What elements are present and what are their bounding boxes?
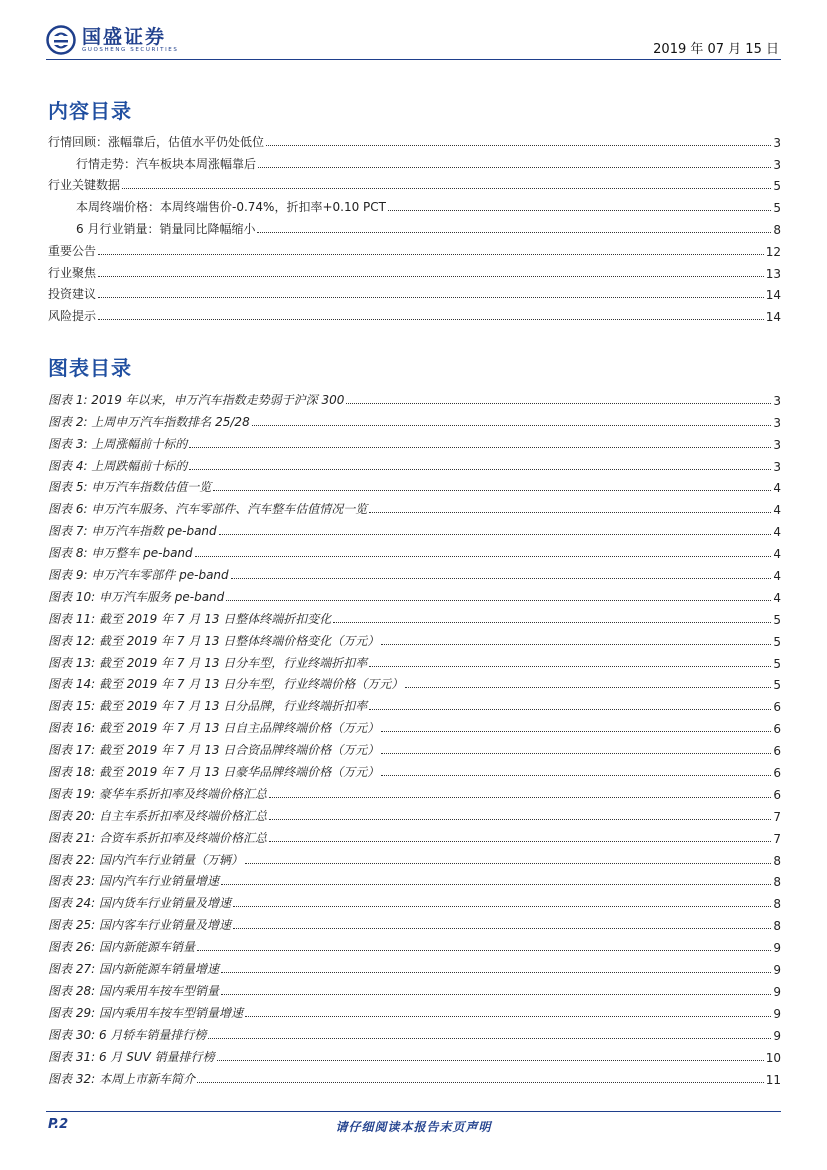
figure-entry-page: 7: [773, 831, 781, 846]
figure-entry-page: 9: [773, 941, 781, 956]
figure-entry-text: 图表 27: 国内新能源车销量增速: [48, 962, 219, 977]
toc-entry-page: 12: [765, 244, 781, 259]
page-footer: [46, 1111, 781, 1134]
figure-entry-text: 图表 13: 截至 2019 年 7 月 13 日分车型，行业终端折扣率: [48, 655, 368, 670]
toc-entry-page: 14: [765, 288, 781, 303]
dot-leader: [333, 622, 771, 623]
dot-leader: [381, 644, 771, 645]
figure-entry-text: 图表 16: 截至 2019 年 7 月 13 日自主品牌终端价格（万元）: [48, 721, 380, 736]
header-divider: [46, 59, 781, 60]
toc-entry[interactable]: [48, 193, 781, 215]
figure-entry-page: 9: [773, 963, 781, 978]
figure-entry[interactable]: [48, 824, 781, 846]
dot-leader: [233, 906, 771, 907]
toc-entry-text: 本周终端价格：本周终端售价-0.74%，折扣率+0.10 PCT: [48, 198, 388, 215]
figure-entry-page: 9: [773, 1028, 781, 1043]
dot-leader: [221, 884, 771, 885]
figure-entry[interactable]: [48, 736, 781, 758]
figure-entry[interactable]: [48, 627, 781, 649]
figure-entry[interactable]: [48, 933, 781, 955]
figure-entry-page: 9: [773, 984, 781, 999]
toc-entry-page: 13: [765, 266, 781, 281]
toc-entry[interactable]: [48, 172, 781, 194]
figure-entry[interactable]: [48, 495, 781, 517]
figure-entry-page: 5: [773, 634, 781, 649]
figure-entry-page: 5: [773, 612, 781, 627]
figure-entry[interactable]: [48, 539, 781, 561]
figure-entry-text: 图表 8: 申万整车 pe-band: [48, 546, 193, 561]
dot-leader: [388, 210, 771, 211]
figure-entry-page: 11: [765, 1072, 781, 1087]
figure-entry-text: 图表 14: 截至 2019 年 7 月 13 日分车型，行业终端价格（万元）: [48, 677, 404, 692]
dot-leader: [197, 1082, 764, 1083]
toc-entry-text: 行业聚焦: [48, 265, 97, 280]
figure-entry-text: 图表 12: 截至 2019 年 7 月 13 日整体终端价格变化（万元）: [48, 633, 380, 648]
dot-leader: [213, 490, 771, 491]
figure-entry-page: 4: [773, 525, 781, 540]
dot-leader: [98, 254, 764, 255]
toc-entry-text: 投资建议: [48, 287, 97, 302]
toc-entry[interactable]: [48, 215, 781, 237]
figure-entry-page: 6: [773, 744, 781, 759]
figure-entry[interactable]: [48, 889, 781, 911]
dot-leader: [257, 232, 771, 233]
figure-entry[interactable]: [48, 758, 781, 780]
figure-entry-page: 4: [773, 481, 781, 496]
figure-entry[interactable]: [48, 999, 781, 1021]
figure-entry-text: 图表 3: 上周涨幅前十标的: [48, 436, 188, 451]
figure-entry-text: 图表 19: 豪华车系折扣率及终端价格汇总: [48, 786, 267, 801]
figure-entry[interactable]: [48, 868, 781, 890]
dot-leader: [217, 1060, 764, 1061]
figure-entry-page: 5: [773, 656, 781, 671]
figure-entry-page: 4: [773, 547, 781, 562]
figure-entry[interactable]: [48, 911, 781, 933]
dot-leader: [195, 556, 771, 557]
figure-entry-text: 图表 26: 国内新能源车销量: [48, 940, 195, 955]
dot-leader: [197, 950, 771, 951]
dot-leader: [231, 578, 771, 579]
figure-entry-text: 图表 10: 申万汽车服务 pe-band: [48, 589, 225, 604]
toc-entry[interactable]: [48, 259, 781, 281]
figure-entry-text: 图表 5: 申万汽车指数估值一览: [48, 480, 212, 495]
figure-entry-page: 6: [773, 787, 781, 802]
figure-entry-page: 3: [773, 393, 781, 408]
toc-entry-page: 14: [765, 310, 781, 325]
figure-entry-text: 图表 23: 国内汽车行业销量增速: [48, 874, 219, 889]
brand-logo: [46, 25, 178, 55]
figure-entry[interactable]: [48, 802, 781, 824]
brand-name-en: GUOSHENG SECURITIES: [82, 46, 179, 53]
dot-leader: [369, 709, 771, 710]
dot-leader: [258, 167, 771, 168]
dot-leader: [122, 188, 771, 189]
figure-entry[interactable]: [48, 517, 781, 539]
figure-entry[interactable]: [48, 846, 781, 868]
toc-entry[interactable]: [48, 281, 781, 303]
figure-entry-page: 8: [773, 875, 781, 890]
figure-entry-text: 图表 29: 国内乘用车按车型销量增速: [48, 1005, 243, 1020]
figure-entry-text: 图表 6: 申万汽车服务、汽车零部件、汽车整车估值情况一览: [48, 502, 368, 517]
figure-entry-page: 6: [773, 722, 781, 737]
figure-entry[interactable]: [48, 977, 781, 999]
figure-entry-text: 图表 24: 国内货车行业销量及增速: [48, 896, 231, 911]
guosheng-logo-icon: [46, 25, 76, 55]
page-header: [0, 0, 827, 62]
figure-entry-page: 8: [773, 853, 781, 868]
toc-entry[interactable]: [48, 128, 781, 150]
figure-entry[interactable]: [48, 452, 781, 474]
brand-name-cn: 国盛证券: [82, 25, 167, 48]
page-number: P.2: [48, 1117, 69, 1132]
figure-entry[interactable]: [48, 474, 781, 496]
figure-entry-text: 图表 15: 截至 2019 年 7 月 13 日分品牌，行业终端折扣率: [48, 699, 368, 714]
figure-entry-text: 图表 21: 合资车系折扣率及终端价格汇总: [48, 830, 267, 845]
figure-entry-text: 图表 30: 6 月轿车销量排行榜: [48, 1027, 207, 1042]
figure-entry-page: 10: [765, 1050, 781, 1065]
figure-entry-text: 图表 18: 截至 2019 年 7 月 13 日豪华品牌终端价格（万元）: [48, 765, 380, 780]
figure-entry-text: 图表 9: 申万汽车零部件 pe-band: [48, 568, 229, 583]
figure-entry-text: 图表 11: 截至 2019 年 7 月 13 日整体终端折扣变化: [48, 611, 332, 626]
toc-entry-page: 3: [773, 157, 781, 172]
dot-leader: [269, 841, 771, 842]
dot-leader: [252, 425, 771, 426]
dot-leader: [381, 775, 771, 776]
toc-entry[interactable]: [48, 302, 781, 324]
figure-entry[interactable]: [48, 714, 781, 736]
figure-entry-text: 图表 32: 本周上市新车简介: [48, 1071, 195, 1086]
figures-title: 图表目录: [48, 356, 132, 380]
figure-entry-text: 图表 22: 国内汽车行业销量（万辆）: [48, 852, 243, 867]
report-date: 2019 年 07 月 15 日: [653, 42, 779, 57]
figure-entry[interactable]: [48, 649, 781, 671]
dot-leader: [189, 469, 771, 470]
dot-leader: [369, 666, 771, 667]
figure-entry-text: 图表 7: 申万汽车指数 pe-band: [48, 524, 217, 539]
toc-entry-text: 6 月行业销量：销量同比降幅缩小: [48, 220, 257, 237]
figure-entry[interactable]: [48, 430, 781, 452]
toc-entry-page: 3: [773, 135, 781, 150]
figure-entry-text: 图表 4: 上周跌幅前十标的: [48, 458, 188, 473]
figure-entry-page: 6: [773, 700, 781, 715]
figure-entry[interactable]: [48, 1043, 781, 1065]
toc-entry[interactable]: [48, 237, 781, 259]
dot-leader: [346, 403, 771, 404]
dot-leader: [208, 1038, 771, 1039]
figure-entry[interactable]: [48, 408, 781, 430]
dot-leader: [98, 276, 764, 277]
figure-entry-text: 图表 28: 国内乘用车按车型销量: [48, 983, 219, 998]
figure-entry-page: 3: [773, 459, 781, 474]
figure-entry-page: 4: [773, 503, 781, 518]
contents-list: [48, 128, 781, 324]
figure-entry[interactable]: [48, 1065, 781, 1087]
dot-leader: [98, 319, 764, 320]
figure-entry[interactable]: [48, 955, 781, 977]
dot-leader: [245, 863, 771, 864]
dot-leader: [269, 819, 771, 820]
figure-entry-page: 7: [773, 809, 781, 824]
toc-entry-page: 8: [773, 222, 781, 237]
dot-leader: [226, 600, 771, 601]
figure-entry-page: 3: [773, 437, 781, 452]
toc-entry-page: 5: [773, 179, 781, 194]
figure-entry[interactable]: [48, 692, 781, 714]
dot-leader: [221, 994, 771, 995]
dot-leader: [219, 534, 771, 535]
footer-divider: [46, 1111, 781, 1112]
toc-entry-text: 风险提示: [48, 309, 97, 324]
figure-entry-page: 5: [773, 678, 781, 693]
dot-leader: [269, 797, 771, 798]
toc-entry-text: 行情走势：汽车板块本周涨幅靠后: [48, 155, 258, 172]
toc-entry[interactable]: [48, 150, 781, 172]
figure-entry[interactable]: [48, 386, 781, 408]
figures-list: [48, 386, 781, 1087]
dot-leader: [189, 447, 771, 448]
dot-leader: [381, 731, 771, 732]
dot-leader: [369, 512, 771, 513]
figure-entry-text: 图表 1: 2019 年以来，申万汽车指数走势弱于沪深 300: [48, 392, 345, 407]
dot-leader: [381, 753, 771, 754]
toc-entry-text: 行情回顾：涨幅靠后，估值水平仍处低位: [48, 134, 265, 149]
toc-title: 内容目录: [48, 99, 132, 123]
toc-entry-page: 5: [773, 201, 781, 216]
figure-entry[interactable]: [48, 671, 781, 693]
figure-entry-page: 9: [773, 1006, 781, 1021]
figure-entry[interactable]: [48, 1021, 781, 1043]
figure-entry-text: 图表 20: 自主车系折扣率及终端价格汇总: [48, 808, 267, 823]
figure-entry-text: 图表 25: 国内客车行业销量及增速: [48, 918, 231, 933]
toc-entry-text: 行业关键数据: [48, 178, 121, 193]
figure-entry[interactable]: [48, 780, 781, 802]
dot-leader: [221, 972, 771, 973]
figure-entry-page: 8: [773, 919, 781, 934]
figure-entry-page: 6: [773, 766, 781, 781]
figure-entry-page: 8: [773, 897, 781, 912]
figure-entry[interactable]: [48, 561, 781, 583]
figure-entry[interactable]: [48, 605, 781, 627]
dot-leader: [245, 1016, 771, 1017]
figure-entry-page: 4: [773, 569, 781, 584]
figure-entry-text: 图表 17: 截至 2019 年 7 月 13 日合资品牌终端价格（万元）: [48, 743, 380, 758]
dot-leader: [266, 145, 771, 146]
disclaimer: 请仔细阅读本报告末页声明: [335, 1120, 492, 1134]
figure-entry-page: 3: [773, 415, 781, 430]
figure-entry-text: 图表 31: 6 月 SUV 销量排行榜: [48, 1049, 215, 1064]
figure-entry-page: 4: [773, 590, 781, 605]
dot-leader: [405, 687, 771, 688]
dot-leader: [233, 928, 771, 929]
toc-entry-text: 重要公告: [48, 243, 97, 258]
figure-entry[interactable]: [48, 583, 781, 605]
figure-entry-text: 图表 2: 上周申万汽车指数排名 25/28: [48, 414, 250, 429]
dot-leader: [98, 297, 764, 298]
